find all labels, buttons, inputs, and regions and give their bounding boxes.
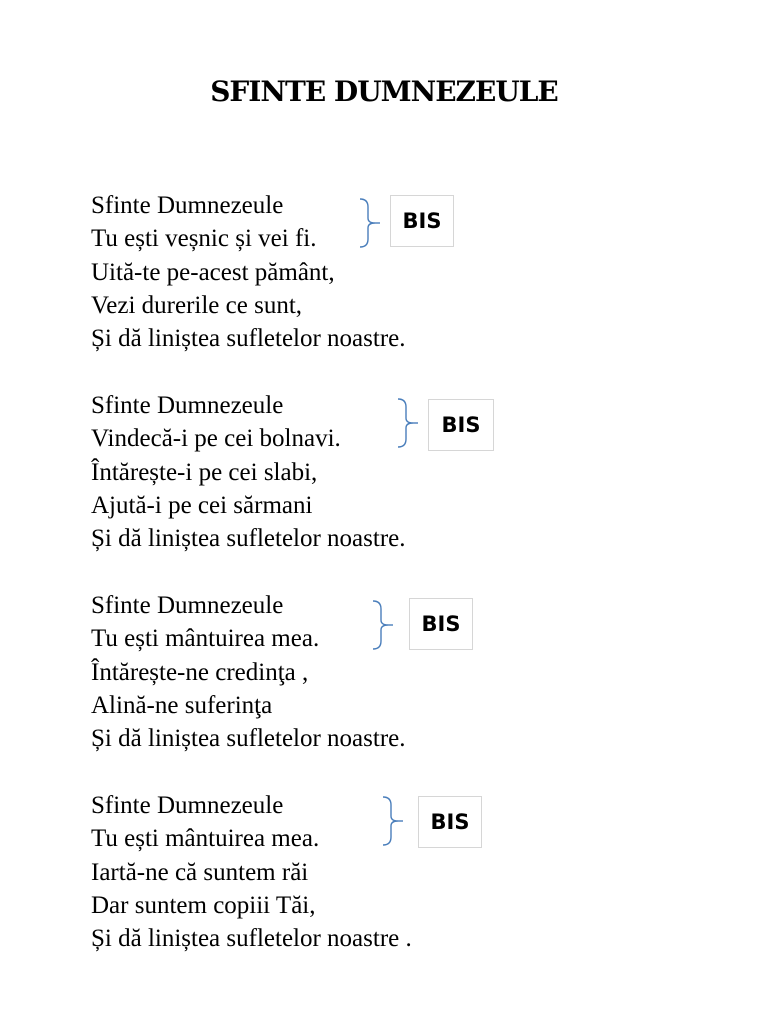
stanza-line: Sfinte Dumnezeule xyxy=(91,592,284,619)
stanza-line: Și dă liniștea sufletelor noastre . xyxy=(91,925,412,953)
stanza-line: Vezi durerile ce sunt, xyxy=(91,291,303,319)
stanza-line: Iartă-ne că suntem răi xyxy=(91,858,309,886)
stanza-1 xyxy=(91,189,651,355)
stanza-line: Întărește-ne credinţa , xyxy=(91,658,309,686)
repeat-badge: BIS xyxy=(418,796,482,848)
stanza-line: Tu ești veșnic și vei fi. xyxy=(91,225,317,253)
stanza-4 xyxy=(91,789,651,955)
stanza-line: Sfinte Dumnezeule xyxy=(91,392,284,419)
brace-icon xyxy=(396,397,418,449)
stanza-2 xyxy=(91,389,651,555)
repeat-badge: BIS xyxy=(409,598,473,650)
repeat-badge: BIS xyxy=(428,399,494,451)
stanza-line: Uită-te pe-acest pământ, xyxy=(91,258,335,286)
stanza-line: Și dă liniștea sufletelor noastre. xyxy=(91,325,406,353)
stanza-line: Dar suntem copiii Tăi, xyxy=(91,891,316,919)
brace-icon xyxy=(358,197,380,249)
stanza-line: Alină-ne suferinţa xyxy=(91,691,273,719)
repeat-badge: BIS xyxy=(390,195,454,247)
stanza-line: Tu ești mântuirea mea. xyxy=(91,825,320,853)
stanza-line: Tu ești mântuirea mea. xyxy=(91,625,320,653)
stanza-3 xyxy=(91,589,651,755)
stanza-line: Vindecă-i pe cei bolnavi. xyxy=(91,425,341,453)
stanza-line: Ajută-i pe cei sărmani xyxy=(91,491,313,519)
song-title: SFINTE DUMNEZEULE xyxy=(210,75,558,108)
stanza-line: Sfinte Dumnezeule xyxy=(91,792,284,819)
stanza-line: Întărește-i pe cei slabi, xyxy=(91,458,318,486)
stanza-line: Sfinte Dumnezeule xyxy=(91,192,284,219)
brace-icon xyxy=(371,599,393,651)
stanza-line: Și dă liniștea sufletelor noastre. xyxy=(91,725,406,753)
stanza-line: Și dă liniștea sufletelor noastre. xyxy=(91,525,406,553)
brace-icon xyxy=(381,795,403,847)
